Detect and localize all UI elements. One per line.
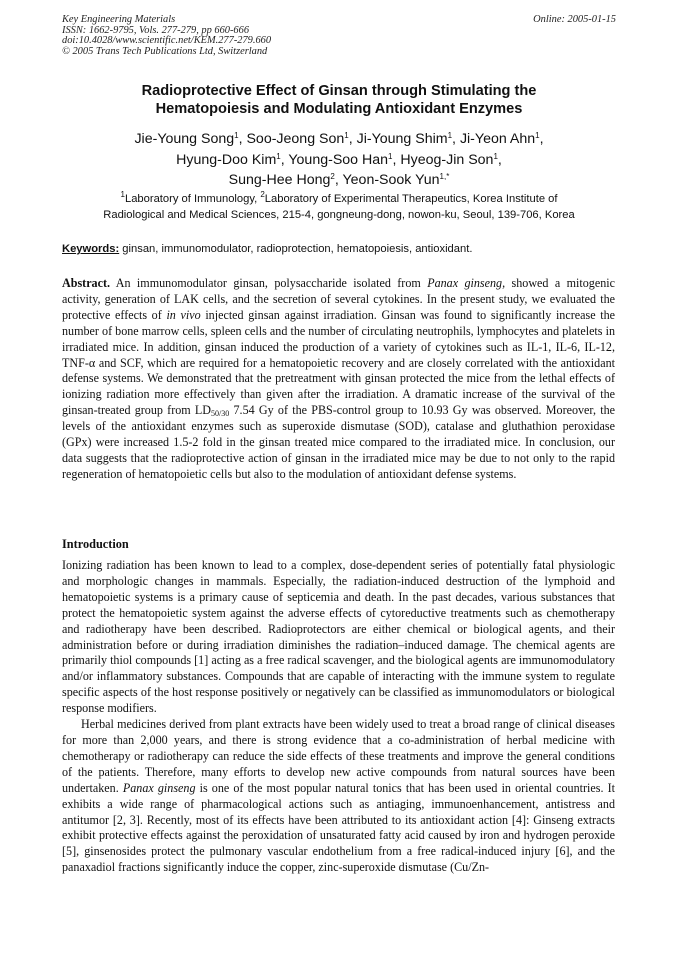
author-name: Jie-Young Song [134, 131, 235, 147]
affiliation-lab-1: Laboratory of Immunology, [124, 193, 261, 205]
author-name: Young-Soo Han [288, 151, 389, 168]
paper-title [62, 82, 616, 118]
title-line-1: Radioprotective Effect of Ginsan through Stimulating the [141, 83, 537, 99]
affiliation-mark: 1 [120, 190, 125, 199]
author-affiliation-mark: 1 [388, 151, 393, 161]
author-separator: , [348, 131, 357, 147]
author-line-3 [62, 170, 616, 191]
title-line-2: Hematopoiesis and Modulating Antioxidant Enzymes [155, 101, 523, 117]
author-separator: , [392, 151, 401, 168]
author-affiliation-mark: 1 [447, 131, 453, 140]
journal-name: Key Engineering Materials [62, 14, 176, 25]
author-name: Sung-Hee Hong [228, 172, 331, 188]
online-date: Online: 2005-01-15 [533, 14, 616, 25]
doi-line: doi:10.4028/www.scientific.net/KEM.277-279.660 [62, 35, 272, 47]
author-name: Ji-Young Shim [356, 131, 448, 147]
author-separator: , [280, 151, 289, 168]
ld-subscript: 50/30 [211, 409, 230, 419]
keywords-label: Keywords: [62, 243, 120, 255]
affiliation-lab-2: Laboratory of Experimental Therapeutics, Korea Institute of [264, 193, 558, 205]
intro-text: is one of the most popular natural tonics that has been used in oriental countries. It exhibits a wide range of pharmacological actions such as antiaging, immunoenhancement, antistress and antitumor [2, 3]. Recently, most of its effects have been attributed to its antioxidant action [4]: Ginseng extracts exhibit protective effects against the peroxidation of unsaturated fatty acid caused by iron and hydrogen peroxide [5], ginsenosides protect the pulmonary vascular endothelium from a free radical-induced injury [6], and the panaxadiol fractions significantly induce the copper, zinc-superoxide dismutase (Cu/Zn- [62, 780, 615, 875]
abstract-label: Abstract. [62, 276, 111, 290]
author-line-2 [62, 150, 616, 171]
intro-text: Herbal medicines derived from plant extracts have been widely used to treat a broad range of clinical diseases for more than 2,000 years, and there is strong evidence that a co-administration of herbal medicine with chemotherapy or radiotherapy can reduce the side effects of these treatments and improve the general conditions of the patients. Therefore, many efforts to develop new active compounds from natural sources have been undertaken. [62, 717, 615, 795]
author-affiliation-mark: 1 [344, 131, 349, 140]
author-name: Yeon-Sook Yun [342, 172, 440, 188]
copyright-line: © 2005 Trans Tech Publications Ltd, Switzerland [62, 45, 268, 57]
abstract-text: An immunomodulator ginsan, polysaccharide isolated from [110, 276, 428, 290]
intro-paragraph-1: Ionizing radiation has been known to lead to a complex, dose-dependent series of potentially fatal physiologic and morphologic changes in mammals. Especially, the radiation-induced destruction of the lymphoid and hematopoietic systems is a primary cause of septicemia and death. In the past decades, various substances that protect the hematopoietic system against the adverse effects of cytoreductive treatments such as chemotherapy and radiotherapy have been described. Radioprotectors are either chemical or biological agents, and their administration before or during irradiation diminishes the radiation–induced damage. The chemical agents are primarily thiol compounds [1] acting as a free radical scavenger, and the biological agents are immunomodulatory and/or inflammatory substances. Compounds that are capable of interacting with the immune system to regulate specific aspects of the host response positively or negatively can be classified as immunomodulators or biological response modifiers. [62, 558, 615, 716]
author-affiliation-mark: 1,* [439, 172, 450, 181]
issn-line: ISSN: 1662-9795, Vols. 277-279, pp 660-666 [62, 24, 250, 36]
affiliation-line-1 [62, 192, 616, 208]
author-affiliation-mark: 1 [234, 131, 239, 140]
abstract-text: showed a mitogenic activity, generation of LAK cells, and the secretion of several cytokines. In the present study, we evaluated the protective effects of [62, 276, 615, 322]
author-list [62, 129, 616, 191]
affiliation-mark: 2 [260, 190, 265, 199]
author-separator: , [452, 131, 460, 147]
author-separator: , [238, 131, 247, 147]
abstract-text: injected ginsan against irradiation. Ginsan was found to significantly increase the number of bone marrow cells, spleen cells and the number of circulating neutrophils, lymphocytes and platelets in irradiated mice. In addition, ginsan induced the production of a variety of cytokines such as IL-1, IL-6, IL-12, TNF-α and SCF, which are required for a hematopoietic recovery and are closely correlated with the antioxidant defense systems. We demonstrated that the pretreatment with ginsan protected the mice from the lethal effects of ionizing radiation more effectively than given after the irradiation. A dramatic increase of the survival of the ginsan-treated group from LD [62, 307, 615, 418]
keywords [62, 242, 616, 256]
abstract [62, 276, 615, 483]
author-line-1 [62, 129, 616, 150]
author-affiliation-mark: 1 [535, 131, 540, 140]
author-separator: , [497, 151, 502, 168]
abstract-text: 7.54 Gy of the PBS-control group to 10.93 Gy was observed. Moreover, the levels of the antioxidant enzymes such as superoxide dismutase (SOD), catalase and gluthathion peroxidase (GPx) were increased 1.5-2 fold in the ginsan treated mice compared to the irradiated mice. In conclusion, our data suggests that the radioprotective action of ginsan in the irradiated mice may be due to not only to the rapid regeneration of hematopoietic cells but also to the modulation of antioxidant defense systems. [62, 403, 615, 481]
section-heading-introduction: Introduction [62, 537, 129, 551]
intro-italic: Panax ginseng [122, 780, 196, 795]
author-name: Soo-Jeong Son [246, 131, 345, 147]
author-separator: , [539, 131, 544, 147]
author-name: Hyeog-Jin Son [400, 151, 494, 168]
keywords-text: ginsan, immunomodulator, radioprotection, hematopoiesis, antioxidant. [119, 243, 473, 255]
intro-paragraph-2 [62, 717, 615, 876]
author-affiliation-mark: 2 [330, 172, 335, 181]
author-name: Hyung-Doo Kim [176, 151, 277, 168]
author-affiliation-mark: 1 [276, 151, 281, 161]
affiliation-line-2: Radiological and Medical Sciences, 215-4, gongneung-dong, nowon-ku, Seoul, 139-706, Korea [103, 208, 575, 221]
journal-header [62, 15, 616, 57]
abstract-italic: in vivo [166, 307, 201, 322]
author-affiliation-mark: 1 [493, 151, 498, 161]
introduction-body [62, 558, 615, 876]
abstract-italic: Panax ginseng, [427, 276, 506, 290]
author-name: Ji-Yeon Ahn [459, 131, 536, 147]
author-separator: , [334, 172, 343, 188]
affiliations [62, 192, 616, 223]
